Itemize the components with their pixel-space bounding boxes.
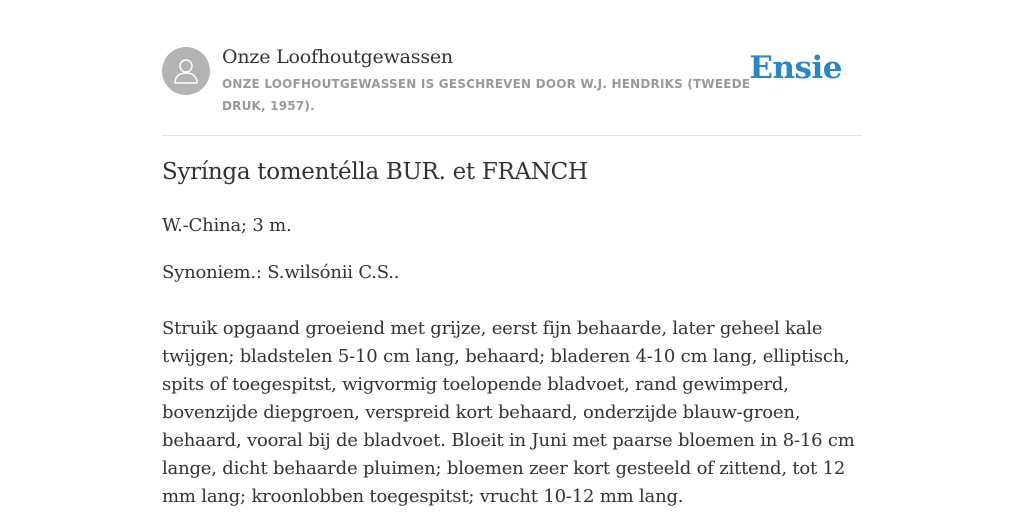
- entry-origin: W.-China; 3 m.: [162, 215, 292, 236]
- entry-synonym: Synoniem.: S.wilsónii C.S..: [162, 262, 400, 283]
- source-description: ONZE LOOFHOUTGEWASSEN IS GESCHREVEN DOOR W.J. HENDRIKS (TWEEDE DRUK, 1957).: [222, 77, 751, 113]
- user-avatar-icon[interactable]: [162, 47, 210, 95]
- header-divider: [162, 135, 862, 136]
- entry-title: Syrínga tomentélla BUR. et FRANCH: [162, 159, 588, 185]
- ensie-logo[interactable]: Ensie: [749, 50, 842, 86]
- person-outline-icon: [171, 56, 201, 86]
- source-title[interactable]: Onze Loofhoutgewassen: [222, 46, 453, 68]
- entry-description: Struik opgaand groeiend met grijze, eerst fijn behaarde, later geheel kale twijgen; bladstelen 5-10 cm lang, behaard; bladeren 4-10 cm lang, elliptisch, spits of toegespitst, wigvormig toelopende bladvoet, rand gewimperd, bovenzijde diepgroen, verspreid kort behaard, onderzijde blauw-groen, behaard, vooral bij de bladvoet. Bloeit in Juni met paarse bloemen in 8-16 cm lange, dicht behaarde pluimen; bloemen zeer kort gesteeld of zittend, tot 12 mm lang; kroonlobben toegespitst; vrucht 10-12 mm lang.: [162, 318, 855, 507]
- source-header: [162, 46, 862, 116]
